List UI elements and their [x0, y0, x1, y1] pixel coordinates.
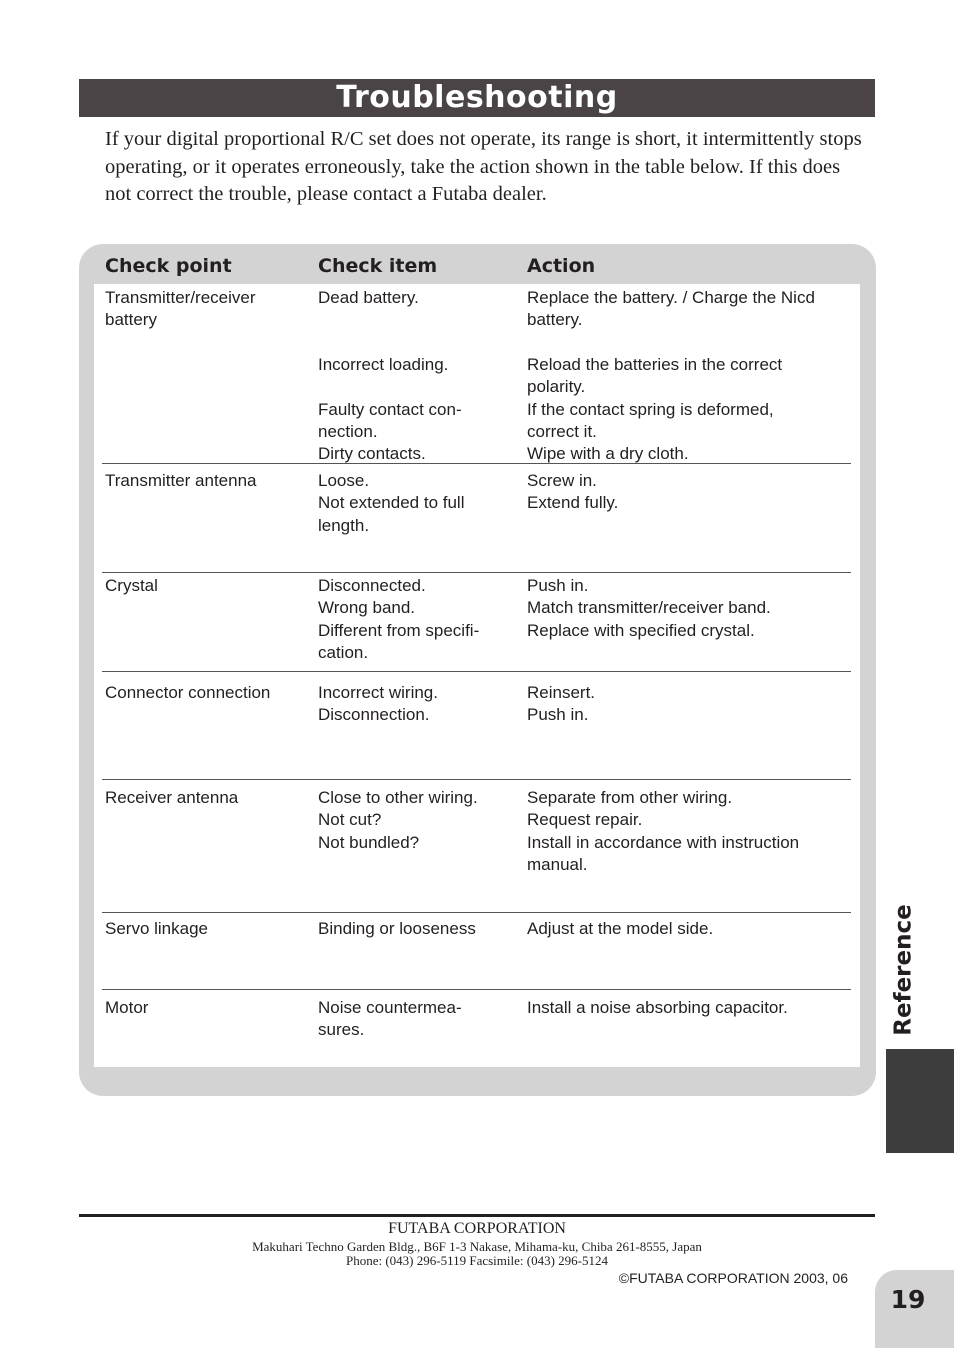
- footer-address: Makuhari Techno Garden Bldg., B6F 1-3 Nakase, Mihama-ku, Chiba 261-8555, Japan: [252, 1239, 702, 1254]
- check-item-cell: [318, 575, 426, 597]
- action-cell-line: If the contact spring is deformed,: [527, 399, 774, 419]
- action-cell: [527, 918, 713, 940]
- action-cell-line: Reinsert.: [527, 683, 596, 702]
- check-item-cell: [318, 492, 464, 537]
- check-item-cell: [318, 704, 430, 726]
- check-item-cell-line: Noise countermea-: [318, 998, 462, 1017]
- row-divider: [102, 779, 851, 780]
- action-cell: [527, 832, 799, 877]
- check-item-cell-line: cation.: [318, 642, 369, 662]
- action-cell: [527, 492, 618, 514]
- check-item-cell-line: Incorrect wiring.: [318, 683, 438, 702]
- action-cell-line: polarity.: [527, 377, 586, 397]
- action-cell-line: manual.: [527, 854, 588, 874]
- action-cell-line: Push in.: [527, 576, 589, 595]
- check-item-cell: [318, 787, 478, 809]
- check-point-cell: [105, 997, 148, 1019]
- check-point-cell-line: battery: [105, 310, 157, 330]
- check-point-cell-line: Transmitter antenna: [105, 471, 257, 490]
- check-item-cell: [318, 620, 479, 665]
- check-item-cell: [318, 682, 438, 704]
- check-item-cell-line: Wrong band.: [318, 598, 416, 618]
- action-cell-line: Replace the battery. / Charge the Nicd: [527, 288, 815, 307]
- check-item-cell-line: length.: [318, 515, 370, 535]
- check-point-cell-line: Receiver antenna: [105, 788, 239, 807]
- check-point-cell: [105, 287, 256, 332]
- check-point-cell-line: Servo linkage: [105, 919, 209, 938]
- action-cell-line: Install in accordance with instruction: [527, 832, 800, 852]
- check-point-cell-line: Connector connection: [105, 683, 271, 702]
- action-cell-line: Wipe with a dry cloth.: [527, 444, 689, 464]
- check-item-cell-line: nection.: [318, 421, 378, 441]
- check-item-cell: [318, 470, 369, 492]
- header-check-item: Check item: [318, 255, 438, 277]
- check-item-cell: [318, 287, 419, 309]
- row-divider: [102, 912, 851, 913]
- check-item-cell: [318, 399, 462, 444]
- action-cell: [527, 597, 771, 619]
- check-point-cell-line: Crystal: [105, 576, 158, 595]
- action-cell-line: Screw in.: [527, 471, 597, 490]
- check-point-cell-line: Motor: [105, 998, 149, 1017]
- action-cell: [527, 399, 774, 444]
- check-item-cell: [318, 918, 476, 940]
- check-item-cell: [318, 832, 419, 854]
- check-item-cell: [318, 443, 426, 465]
- check-item-cell: [318, 354, 448, 376]
- check-point-cell-line: Transmitter/receiver: [105, 288, 256, 307]
- check-point-cell: [105, 787, 238, 809]
- footer-copyright: ©FUTABA CORPORATION 2003, 06: [618, 1270, 848, 1286]
- check-item-cell-line: Incorrect loading.: [318, 354, 449, 374]
- footer-phone: Phone: (043) 296-5119 Facsimile: (043) 296-5124: [345, 1253, 608, 1268]
- check-point-cell: [105, 470, 257, 492]
- action-cell: [527, 704, 588, 726]
- check-item-cell-line: Not extended to full: [318, 493, 465, 513]
- check-point-cell: [105, 575, 158, 597]
- check-item-cell-line: Binding or looseness: [318, 919, 476, 938]
- action-cell-line: Push in.: [527, 705, 589, 725]
- action-cell: [527, 470, 597, 492]
- action-cell-line: battery.: [527, 310, 583, 330]
- action-cell-line: Adjust at the model side.: [527, 919, 714, 938]
- action-cell: [527, 620, 755, 642]
- header-action: Action: [527, 255, 596, 277]
- check-item-cell-line: Different from specifi-: [318, 620, 480, 640]
- check-item-cell-line: Disconnected.: [318, 576, 426, 595]
- check-point-cell: [105, 918, 208, 940]
- check-item-cell-line: Loose.: [318, 471, 370, 490]
- footer-company: FUTABA CORPORATION: [388, 1220, 566, 1237]
- row-divider: [102, 572, 851, 573]
- action-cell: [527, 287, 815, 332]
- page-number: 19: [890, 1285, 926, 1314]
- row-divider: [102, 463, 851, 464]
- action-cell-line: Separate from other wiring.: [527, 788, 733, 807]
- footer-divider: [79, 1214, 875, 1217]
- section-label-text: Reference: [891, 904, 917, 1036]
- check-item-cell-line: Faulty contact con-: [318, 399, 462, 419]
- action-cell-line: Reload the batteries in the correct: [527, 354, 783, 374]
- check-item-cell: [318, 997, 462, 1042]
- check-item-cell-line: sures.: [318, 1020, 365, 1040]
- intro-paragraph: If your digital proportional R/C set does not operate, its range is short, it intermittently stops operating, or it operates erroneously, take the action shown in the table below. If this does not correct the trouble, please contact a Futaba dealer.: [105, 128, 862, 205]
- check-item-cell-line: Not bundled?: [318, 832, 420, 852]
- check-item-cell-line: Not cut?: [318, 810, 382, 830]
- check-item-cell-line: Disconnection.: [318, 705, 430, 725]
- section-label: [884, 900, 924, 1040]
- action-cell-line: Replace with specified crystal.: [527, 620, 755, 640]
- section-tab: [886, 1049, 954, 1153]
- action-cell: [527, 354, 782, 399]
- action-cell: [527, 997, 788, 1019]
- check-item-cell-line: Close to other wiring.: [318, 788, 478, 807]
- page-title: Troubleshooting: [79, 79, 875, 117]
- action-cell: [527, 443, 689, 465]
- check-point-cell: [105, 682, 270, 704]
- action-cell: [527, 809, 642, 831]
- check-item-cell: [318, 597, 415, 619]
- row-divider: [102, 671, 851, 672]
- row-divider: [102, 989, 851, 990]
- action-cell-line: correct it.: [527, 421, 597, 441]
- action-cell: [527, 575, 588, 597]
- action-cell: [527, 682, 595, 704]
- check-item-cell-line: Dead battery.: [318, 288, 419, 307]
- action-cell: [527, 787, 732, 809]
- check-item-cell: [318, 809, 381, 831]
- action-cell-line: Request repair.: [527, 810, 643, 830]
- header-check-point: Check point: [105, 255, 232, 277]
- action-cell-line: Extend fully.: [527, 493, 619, 513]
- check-item-cell-line: Dirty contacts.: [318, 444, 426, 464]
- action-cell-line: Install a noise absorbing capacitor.: [527, 998, 788, 1017]
- action-cell-line: Match transmitter/receiver band.: [527, 598, 771, 618]
